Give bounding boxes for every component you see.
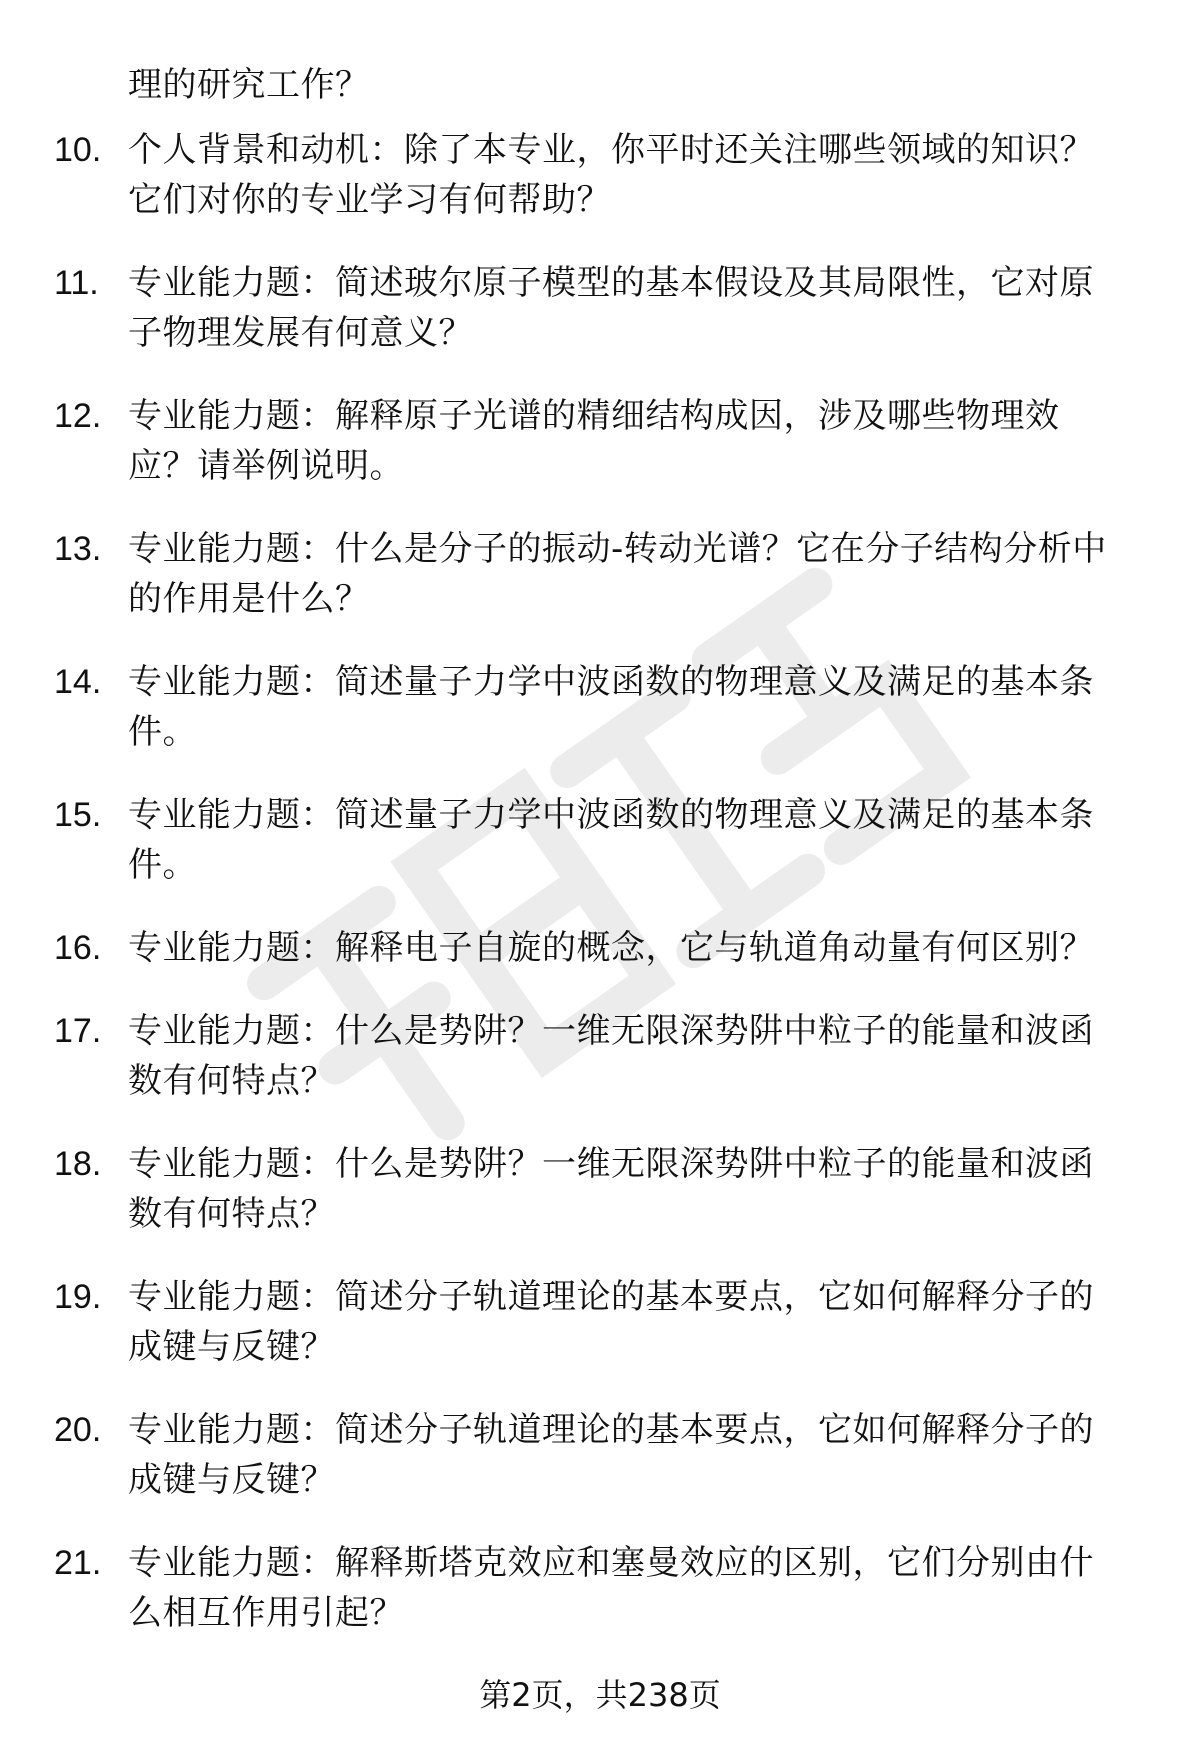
question-item [0,524,1200,657]
question-line: 数有何特点？ [128,1061,335,1101]
question-text [128,657,1158,757]
question-item [0,1538,1200,1671]
question-item [0,391,1200,524]
question-item [0,258,1200,391]
question-item [0,657,1200,790]
page-footer: 第2页，共238页 [479,1676,721,1714]
question-line: 件。 [128,712,197,752]
question-text [128,391,1158,491]
question-line: 它们对你的专业学习有何帮助？ [128,180,611,220]
question-number: 17. [54,1012,102,1050]
question-item [0,1272,1200,1405]
question-line: 专业能力题：解释原子光谱的精细结构成因，涉及哪些物理效 [128,396,1060,436]
question-line: 专业能力题：什么是势阱？一维无限深势阱中粒子的能量和波函 [128,1144,1094,1184]
question-line: 专业能力题：简述分子轨道理论的基本要点，它如何解释分子的 [128,1277,1094,1317]
question-text [128,258,1158,358]
question-number: 11. [54,264,99,302]
question-line: 专业能力题：简述玻尔原子模型的基本假设及其局限性，它对原 [128,263,1094,303]
question-line: 成键与反键？ [128,1460,335,1500]
question-line: 专业能力题：简述量子力学中波函数的物理意义及满足的基本条 [128,795,1094,835]
question-item [0,790,1200,923]
question-number: 18. [54,1145,102,1183]
question-item [0,1405,1200,1538]
question-line: 数有何特点？ [128,1194,335,1234]
question-line: 个人背景和动机：除了本专业，你平时还关注哪些领域的知识？ [128,130,1094,170]
question-line: 成键与反键？ [128,1327,335,1367]
question-line: 专业能力题：简述量子力学中波函数的物理意义及满足的基本条 [128,662,1094,702]
question-number: 21. [54,1544,102,1582]
question-line: 专业能力题：什么是势阱？一维无限深势阱中粒子的能量和波函 [128,1011,1094,1051]
question-text [128,1006,1158,1106]
question-line: 专业能力题：解释电子自旋的概念，它与轨道角动量有何区别？ [128,928,1094,968]
question-number: 20. [54,1411,102,1449]
question-item [0,1139,1200,1272]
question-line: 的作用是什么？ [128,579,370,619]
question-text [128,790,1158,890]
question-number: 10. [54,131,102,169]
question-text [128,1538,1158,1638]
question-text [128,1272,1158,1372]
question-line: 子物理发展有何意义？ [128,313,473,353]
question-line: 么相互作用引起？ [128,1593,404,1633]
question-item [0,923,1200,1006]
question-number: 12. [54,397,102,435]
question-line: 专业能力题：解释斯塔克效应和塞曼效应的区别，它们分别由什 [128,1543,1094,1583]
question-list [0,125,1200,1671]
question-number: 15. [54,796,102,834]
question-number: 14. [54,663,102,701]
question-number: 16. [54,929,102,967]
question-item [0,1006,1200,1139]
question-number: 19. [54,1278,102,1316]
question-text [128,125,1158,225]
question-line: 专业能力题：什么是分子的振动-转动光谱？它在分子结构分析中 [128,529,1107,569]
question-text [128,923,1158,973]
question-text [128,1405,1158,1505]
question-item [0,125,1200,258]
question-line: 专业能力题：简述分子轨道理论的基本要点，它如何解释分子的 [128,1410,1094,1450]
question-line: 件。 [128,845,197,885]
question-text [128,524,1158,624]
question-number: 13. [54,530,102,568]
continuation-line: 理的研究工作？ [128,65,370,105]
question-line: 应？请举例说明。 [128,446,404,486]
question-text [128,1139,1158,1239]
